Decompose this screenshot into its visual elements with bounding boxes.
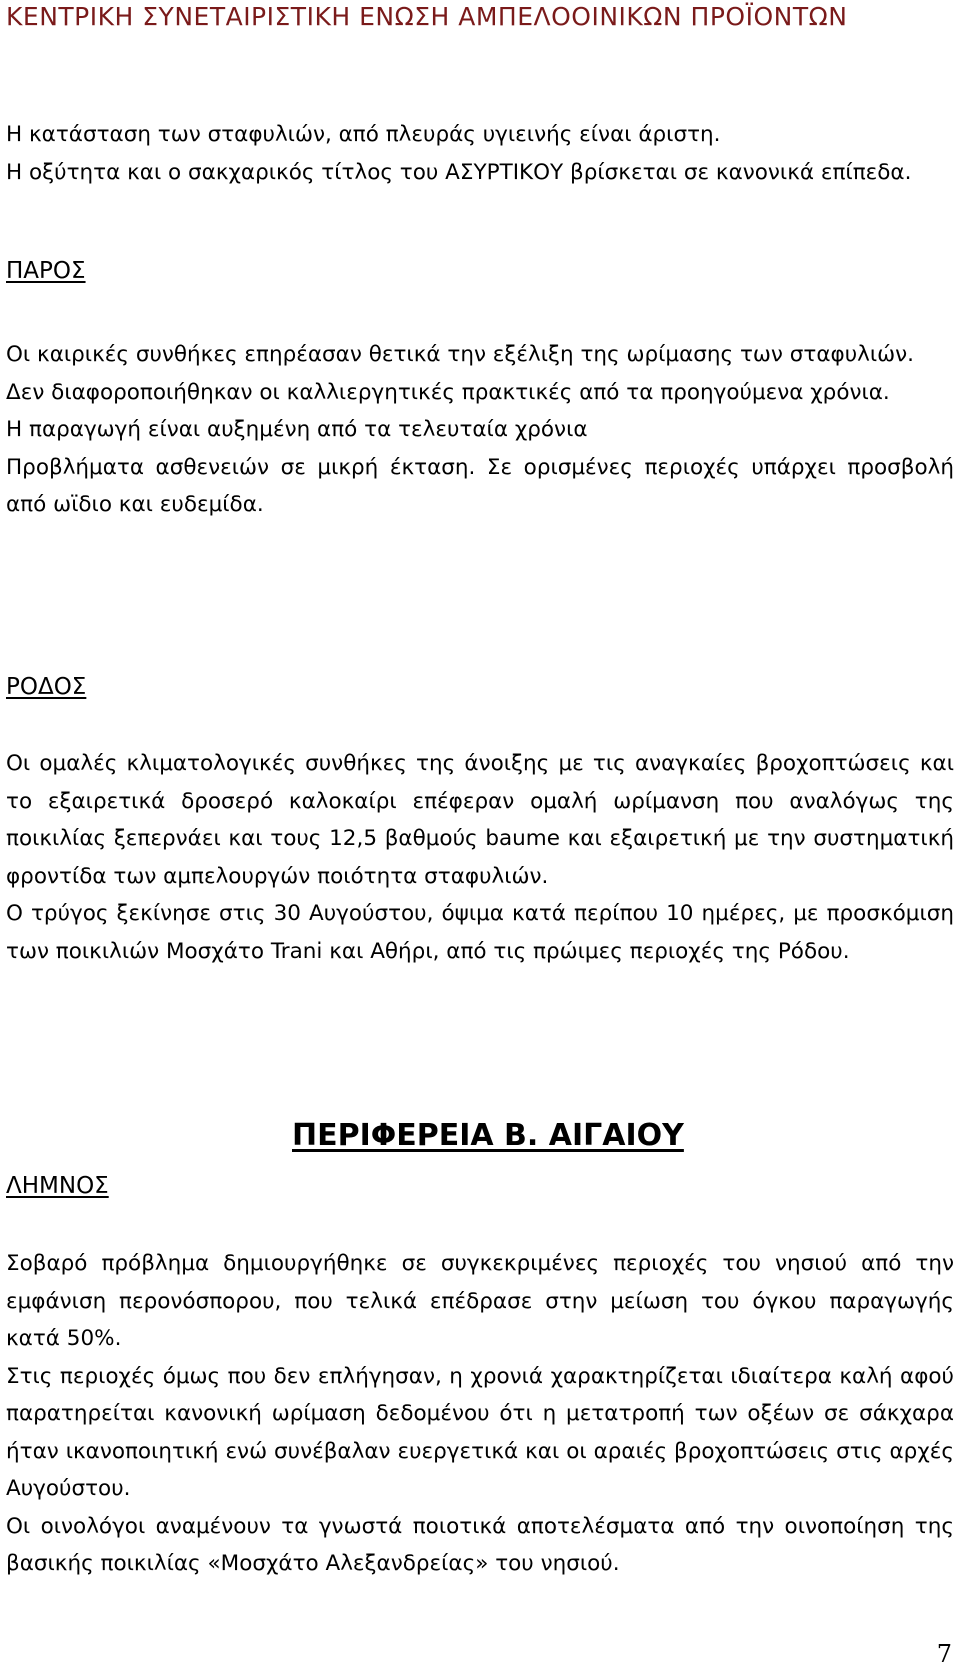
intro-section — [6, 116, 954, 191]
limnos-section — [6, 1245, 954, 1583]
section-heading-limnos: ΛΗΜΝΟΣ — [6, 1173, 109, 1199]
rodos-paragraph: Ο τρύγος ξεκίνησε στις 30 Αυγούστου, όψιμα κατά περίπου 10 ημέρες, με προσκόμιση των ποικιλιών Μοσχάτο Trani και Αθήρι, από τις πρώιμες περιοχές της Ρόδου. — [6, 901, 954, 964]
paros-paragraph: Προβλήματα ασθενειών σε μικρή έκταση. Σε ορισμένες περιοχές υπάρχει προσβολή από ωϊδιο και ευδεμίδα. — [6, 454, 954, 517]
limnos-paragraph: Οι οινολόγοι αναμένουν τα γνωστά ποιοτικά αποτελέσματα από την οινοποίηση της βασικής ποικιλίας «Μοσχάτο Αλεξανδρείας» του νησιού. — [6, 1513, 954, 1576]
document-header: ΚΕΝΤΡΙΚΗ ΣΥΝΕΤΑΙΡΙΣΤΙΚΗ ΕΝΩΣΗ ΑΜΠΕΛΟΟΙΝΙΚΩΝ ΠΡΟΪΟΝΤΩΝ — [6, 2, 848, 31]
rodos-paragraph: Οι ομαλές κλιματολογικές συνθήκες της άνοιξης με τις αναγκαίες βροχοπτώσεις και το εξαιρετικά δροσερό καλοκαίρι επέφεραν ομαλή ωρίμανση που αναλόγως της ποικιλίας ξεπερνάει και τους 12,5 βαθμούς baume και εξαιρετική με την συστηματική φροντίδα των αμπελουργών ποιότητα σταφυλιών. — [6, 751, 954, 889]
paros-paragraph: Η παραγωγή είναι αυξημένη από τα τελευταία χρόνια — [6, 417, 588, 442]
section-heading-rodos: ΡΟΔΟΣ — [6, 674, 87, 700]
region-title: ΠΕΡΙΦΕΡΕΙΑ Β. ΑΙΓΑΙΟΥ — [292, 1118, 684, 1153]
intro-paragraph: Η κατάσταση των σταφυλιών, από πλευράς υγιεινής είναι άριστη. — [6, 122, 721, 147]
paros-section — [6, 336, 954, 524]
intro-paragraph: Η οξύτητα και ο σακχαρικός τίτλος του ΑΣΥΡΤΙΚΟΥ βρίσκεται σε κανονικά επίπεδα. — [6, 159, 912, 185]
rodos-section — [6, 745, 954, 970]
paros-paragraph: Δεν διαφοροποιήθηκαν οι καλλιεργητικές πρακτικές από τα προηγούμενα χρόνια. — [6, 379, 890, 405]
paros-paragraph: Οι καιρικές συνθήκες επηρέασαν θετικά την εξέλιξη της ωρίμασης των σταφυλιών. — [6, 342, 914, 367]
section-heading-paros: ΠΑΡΟΣ — [6, 258, 86, 284]
limnos-paragraph: Στις περιοχές όμως που δεν επλήγησαν, η χρονιά χαρακτηρίζεται ιδιαίτερα καλή αφού παρατηρείται κανονική ωρίμαση δεδομένου ότι η μετατροπή των οξέων σε σάκχαρα ήταν ικανοποιητική ενώ συνέβαλαν ευεργετικά και οι αραιές βροχοπτώσεις στις αρχές Αυγούστου. — [6, 1363, 954, 1501]
limnos-paragraph: Σοβαρό πρόβλημα δημιουργήθηκε σε συγκεκριμένες περιοχές του νησιού από την εμφάνιση περονόσπορου, που τελικά επέδρασε στην μείωση του όγκου παραγωγής κατά 50%. — [6, 1251, 954, 1351]
page-number: 7 — [936, 1640, 952, 1668]
